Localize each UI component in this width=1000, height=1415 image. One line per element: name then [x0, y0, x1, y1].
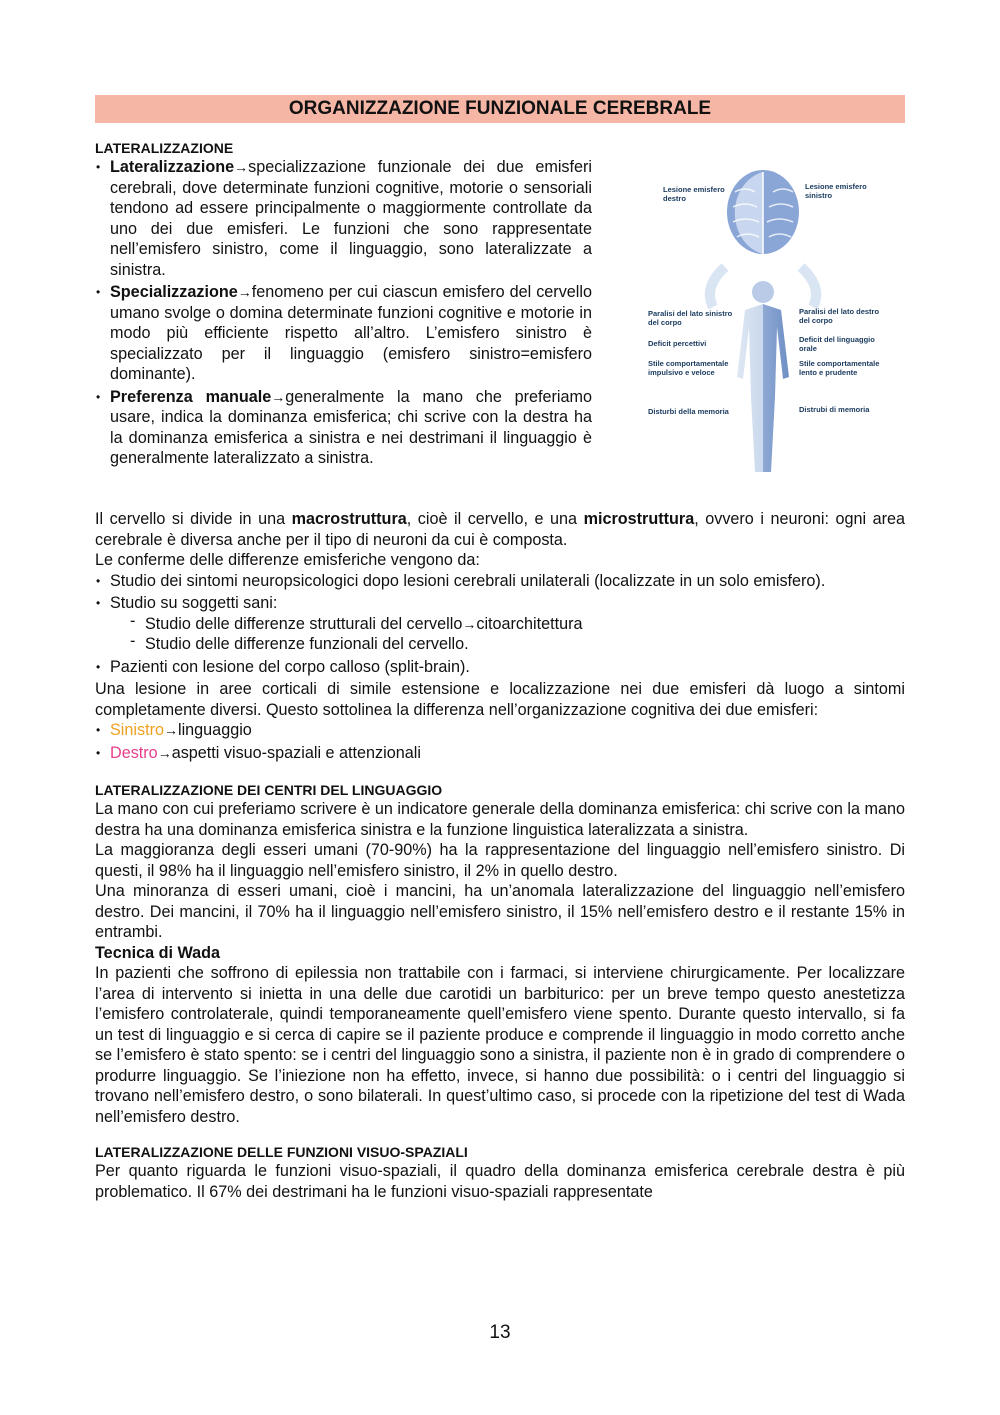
definition-text: generalmente la mano che preferiamo usare, indica la dominanza emisferica; chi scrive con la destra ha la dominanza emisferica a sinistra e nei destrimani il linguaggio è generalmente lateralizzato a sinistra.	[110, 387, 593, 467]
arrow-icon: →	[163, 722, 178, 738]
sub-list-item: - Studio delle differenze strutturali del cervello→citoarchitettura	[130, 614, 905, 635]
evidence-list	[95, 571, 905, 678]
definition-term: Preferenza manuale	[110, 387, 272, 406]
arrow-icon: →	[271, 388, 286, 405]
paragraph: La mano con cui preferiamo scrivere è un indicatore generale della dominanza emisferica: chi scrive con la mano destra ha una dominanza emisferica sinistra e la funzione linguistica lateralizzata a sinistra.	[95, 800, 905, 839]
section-heading-visuo-spaziali: LATERALIZZAZIONE DELLE FUNZIONI VISUO-SPAZIALI	[95, 1144, 468, 1160]
figure-label: Stile comportamentale impulsivo e veloce	[648, 359, 729, 377]
figure-label: Lesione emisfero destro	[663, 185, 725, 203]
list-item-destro: • Destro→aspetti visuo-spaziali e attenzionali	[95, 743, 905, 764]
paragraph: Una minoranza di esseri umani, cioè i mancini, ha un’anomala lateralizzazione del linguaggio nell’emisfero destro. Dei mancini, il 70% ha il linguaggio nell’emisfero sinistro, il 15% nell’emisfero destro e il restante 15% in entrambi.	[95, 882, 905, 941]
list-item-sinistro: • Sinistro→linguaggio	[95, 720, 905, 741]
subheading-wada: Tecnica di Wada	[95, 943, 221, 962]
figure-label: Paralisi del lato sinistro del corpo	[648, 309, 733, 327]
paragraph: La maggioranza degli esseri umani (70-90%) ha la rappresentazione del linguaggio nell’emisfero sinistro. Di questi, il 98% ha il linguaggio nell’emisfero sinistro, il 2% in quello destro.	[95, 841, 905, 880]
paragraph: Le conferme delle differenze emisferiche vengono da:	[95, 551, 480, 569]
intro-block	[95, 157, 905, 487]
figure-label: Deficit del linguaggio orale	[799, 335, 875, 353]
page-number: 13	[489, 1322, 511, 1343]
section-heading-lateralizzazione: LATERALIZZAZIONE	[95, 140, 234, 156]
brain-body-illustration	[633, 167, 893, 487]
arrow-icon: →	[234, 159, 249, 175]
figure-label: Distrubi di memoria	[799, 405, 870, 414]
page-content	[95, 95, 905, 1202]
paragraph: In pazienti che soffrono di epilessia non trattabile con i farmaci, si interviene chirurgicamente. Per localizzare l’area di intervento si inietta in una delle due carotidi un barbiturico: per un breve tempo questo anestetizza l’emisfero controlaterale, quindi temporaneamente quell’emisfero viene spento. Durante questo intervallo, si fa un test di linguaggio e si cerca di capire se il paziente produce e comprende il linguaggio in modo corretto anche se l’emisfero è stato spento: se i centri del linguaggio sono a sinistra, il paziente non è in grado di comprendere o produrre linguaggio. Se l’iniezione non ha effetto, invece, si hanno due possibilità: o i centri del linguaggio si trovano nell’emisfero destro, o sono bilaterali. In quest’ultimo caso, si procede con la ripetizione del test di Wada nell’emisfero destro.	[95, 964, 905, 1126]
definition-item	[95, 157, 592, 280]
paragraph: Per quanto riguarda le funzioni visuo-spaziali, il quadro della dominanza emisferica cerebrale destra è più problematico. Il 67% dei destrimani ha le funzioni visuo-spaziali rappresentate	[95, 1162, 905, 1201]
figure-label: Paralisi del lato destro del corpo	[799, 307, 880, 325]
destro-label: Destro	[110, 743, 158, 762]
definition-text: specializzazione funzionale dei due emisferi cerebrali, dove determinate funzioni cognitive, motorie o sensoriali tendono ad essere principalmente o maggiormente controllate da uno dei due emisferi. Le funzioni che sono rappresentate nell’emisfero sinistro, come il linguaggio, sono lateralizzate a sinistra.	[110, 158, 592, 279]
arrow-icon: →	[157, 744, 172, 761]
definitions-column	[95, 157, 592, 487]
figure-label: Stile comportamentale lento e prudente	[799, 359, 880, 377]
definition-item	[95, 282, 592, 385]
definition-term: Specializzazione	[110, 283, 238, 301]
definition-term: Lateralizzazione	[110, 158, 235, 176]
figure-label: Deficit percettivi	[648, 339, 707, 348]
paragraph: Il cervello si divide in una macrostruttura, cioè il cervello, e una microstruttura, ovvero i neuroni: ogni area cerebrale è diversa anche per il tipo di neuroni da cui è composta.	[95, 510, 905, 549]
arrow-icon: →	[462, 615, 477, 632]
figure-label: Disturbi della memoria	[648, 407, 729, 416]
sub-list-item: - Studio delle differenze funzionali del cervello.	[130, 634, 905, 655]
brain-body-figure	[633, 167, 893, 487]
arrow-icon: →	[237, 284, 252, 300]
list-item-text: Studio su soggetti sani:	[110, 594, 278, 612]
list-item	[95, 593, 905, 655]
definition-text: fenomeno per cui ciascun emisfero del cervello umano svolge o domina determinate funzioni cognitive e motorie in modo più efficiente rispetto all’altro. L’emisfero sinistro è specializzato per il linguaggio (emisfero sinistro=emisfero dominante).	[110, 283, 592, 383]
section-heading-linguaggio: LATERALIZZAZIONE DEI CENTRI DEL LINGUAGGIO	[95, 782, 443, 798]
list-item: • Pazienti con lesione del corpo calloso (split-brain).	[95, 657, 905, 678]
list-item: • Studio dei sintomi neuropsicologici dopo lesioni cerebrali unilaterali (localizzate in un solo emisfero).	[95, 571, 905, 592]
hemisphere-list	[95, 720, 905, 763]
sinistro-label: Sinistro	[110, 721, 164, 739]
sub-list	[110, 614, 905, 655]
definition-item	[95, 387, 592, 469]
definitions-list	[95, 157, 592, 469]
page-title: ORGANIZZAZIONE FUNZIONALE CEREBRALE	[95, 95, 905, 123]
paragraph: Una lesione in aree corticali di simile estensione e localizzazione nei due emisferi dà luogo a sintomi completamente diversi. Questo sottolinea la differenza nell’organizzazione cognitiva dei due emisferi:	[95, 680, 905, 719]
figure-label: Lesione emisfero sinistro	[805, 182, 867, 200]
